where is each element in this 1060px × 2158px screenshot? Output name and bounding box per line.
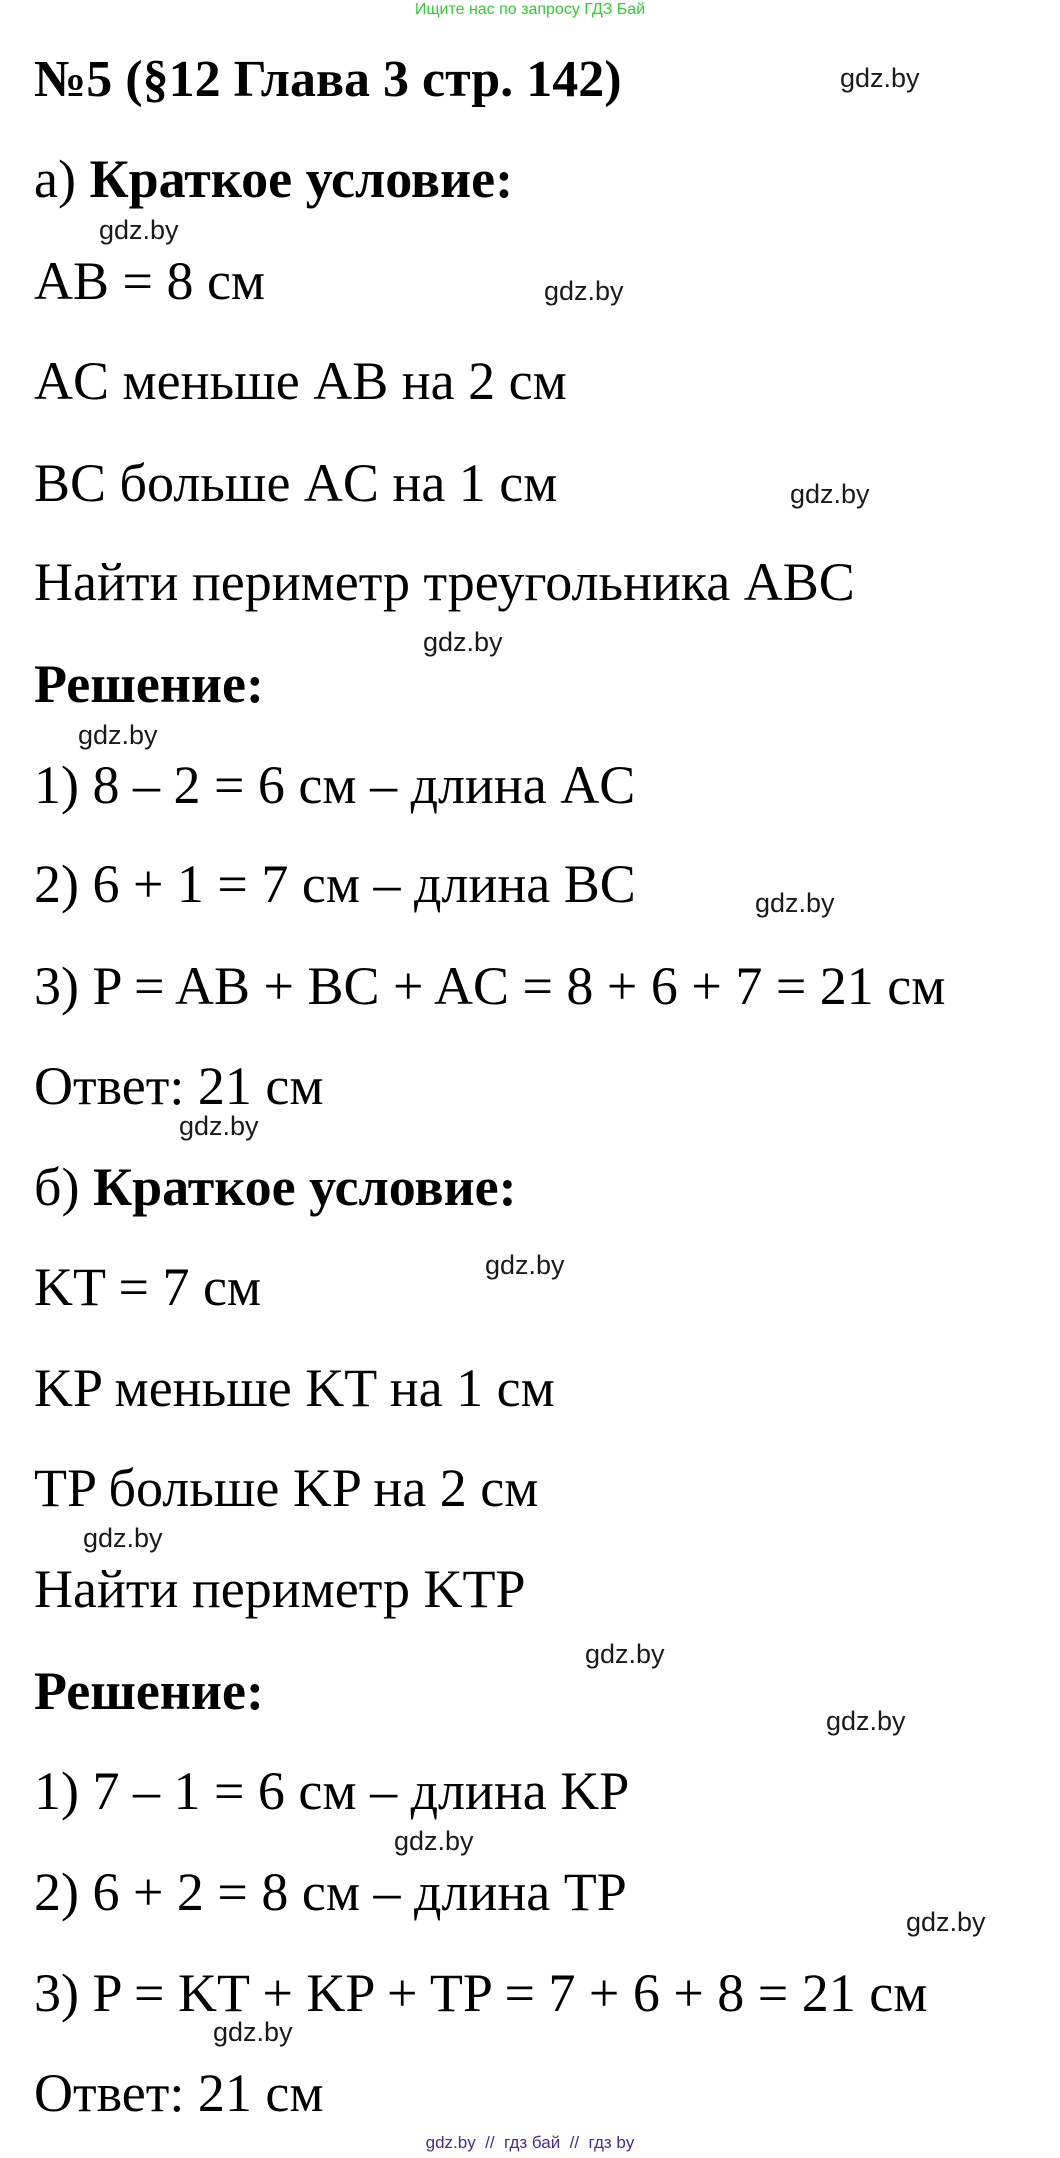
solution-step: 1) 8 – 2 = 6 см – длина AC [34, 755, 636, 815]
solution-heading: Решение: [34, 1661, 264, 1721]
part-a-heading [34, 149, 513, 209]
answer-line: Ответ: 21 см [34, 1056, 324, 1116]
part-a-heading-text: Краткое условие: [89, 149, 514, 209]
watermark: gdz.by [394, 1826, 474, 1856]
solution-step: 3) P = KT + KP + TP = 7 + 6 + 8 = 21 см [34, 1963, 928, 2023]
watermark: gdz.by [99, 215, 179, 245]
watermark: gdz.by [78, 720, 158, 750]
page-title: №5 (§12 Глава 3 стр. 142) [34, 51, 622, 108]
watermark: gdz.by [213, 2017, 293, 2047]
watermark: gdz.by [585, 1639, 665, 1669]
solution-step: 2) 6 + 1 = 7 см – длина BC [34, 854, 636, 914]
watermark: gdz.by [179, 1111, 259, 1141]
watermark: gdz.by [755, 888, 835, 918]
watermark: gdz.by [83, 1523, 163, 1553]
watermark: gdz.by [790, 479, 870, 509]
part-b-prefix: б) [34, 1157, 80, 1217]
solution-step: 1) 7 – 1 = 6 см – длина KP [34, 1761, 630, 1821]
condition-line: BC больше AC на 1 см [34, 453, 558, 513]
solution-step: 2) 6 + 2 = 8 см – длина TP [34, 1862, 627, 1922]
condition-line: TP больше KP на 2 см [34, 1458, 539, 1518]
condition-line: AB = 8 см [34, 251, 266, 311]
search-banner[interactable]: Ищите нас по запросу ГДЗ Бай [414, 1, 646, 18]
condition-line: AC меньше AB на 2 см [34, 351, 567, 411]
watermark: gdz.by [906, 1907, 986, 1937]
part-a-prefix: а) [34, 149, 76, 209]
watermark: gdz.by [544, 276, 624, 306]
watermark: gdz.by [826, 1706, 906, 1736]
condition-line: Найти периметр треугольника ABC [34, 552, 855, 612]
condition-line: KT = 7 см [34, 1257, 262, 1317]
part-b-heading [34, 1157, 517, 1217]
watermark: gdz.by [423, 627, 503, 657]
solution-step: 3) P = AB + BC + AC = 8 + 6 + 7 = 21 см [34, 956, 946, 1016]
part-b-heading-text: Краткое условие: [92, 1157, 517, 1217]
watermark: gdz.by [840, 63, 920, 93]
condition-line: Найти периметр KTP [34, 1559, 526, 1619]
solution-heading: Решение: [34, 654, 264, 714]
watermark: gdz.by [485, 1250, 565, 1280]
footer-links[interactable]: gdz.by // гдз бай // гдз by [425, 2133, 635, 2152]
answer-line: Ответ: 21 см [34, 2063, 324, 2123]
condition-line: KP меньше KT на 1 см [34, 1358, 555, 1418]
